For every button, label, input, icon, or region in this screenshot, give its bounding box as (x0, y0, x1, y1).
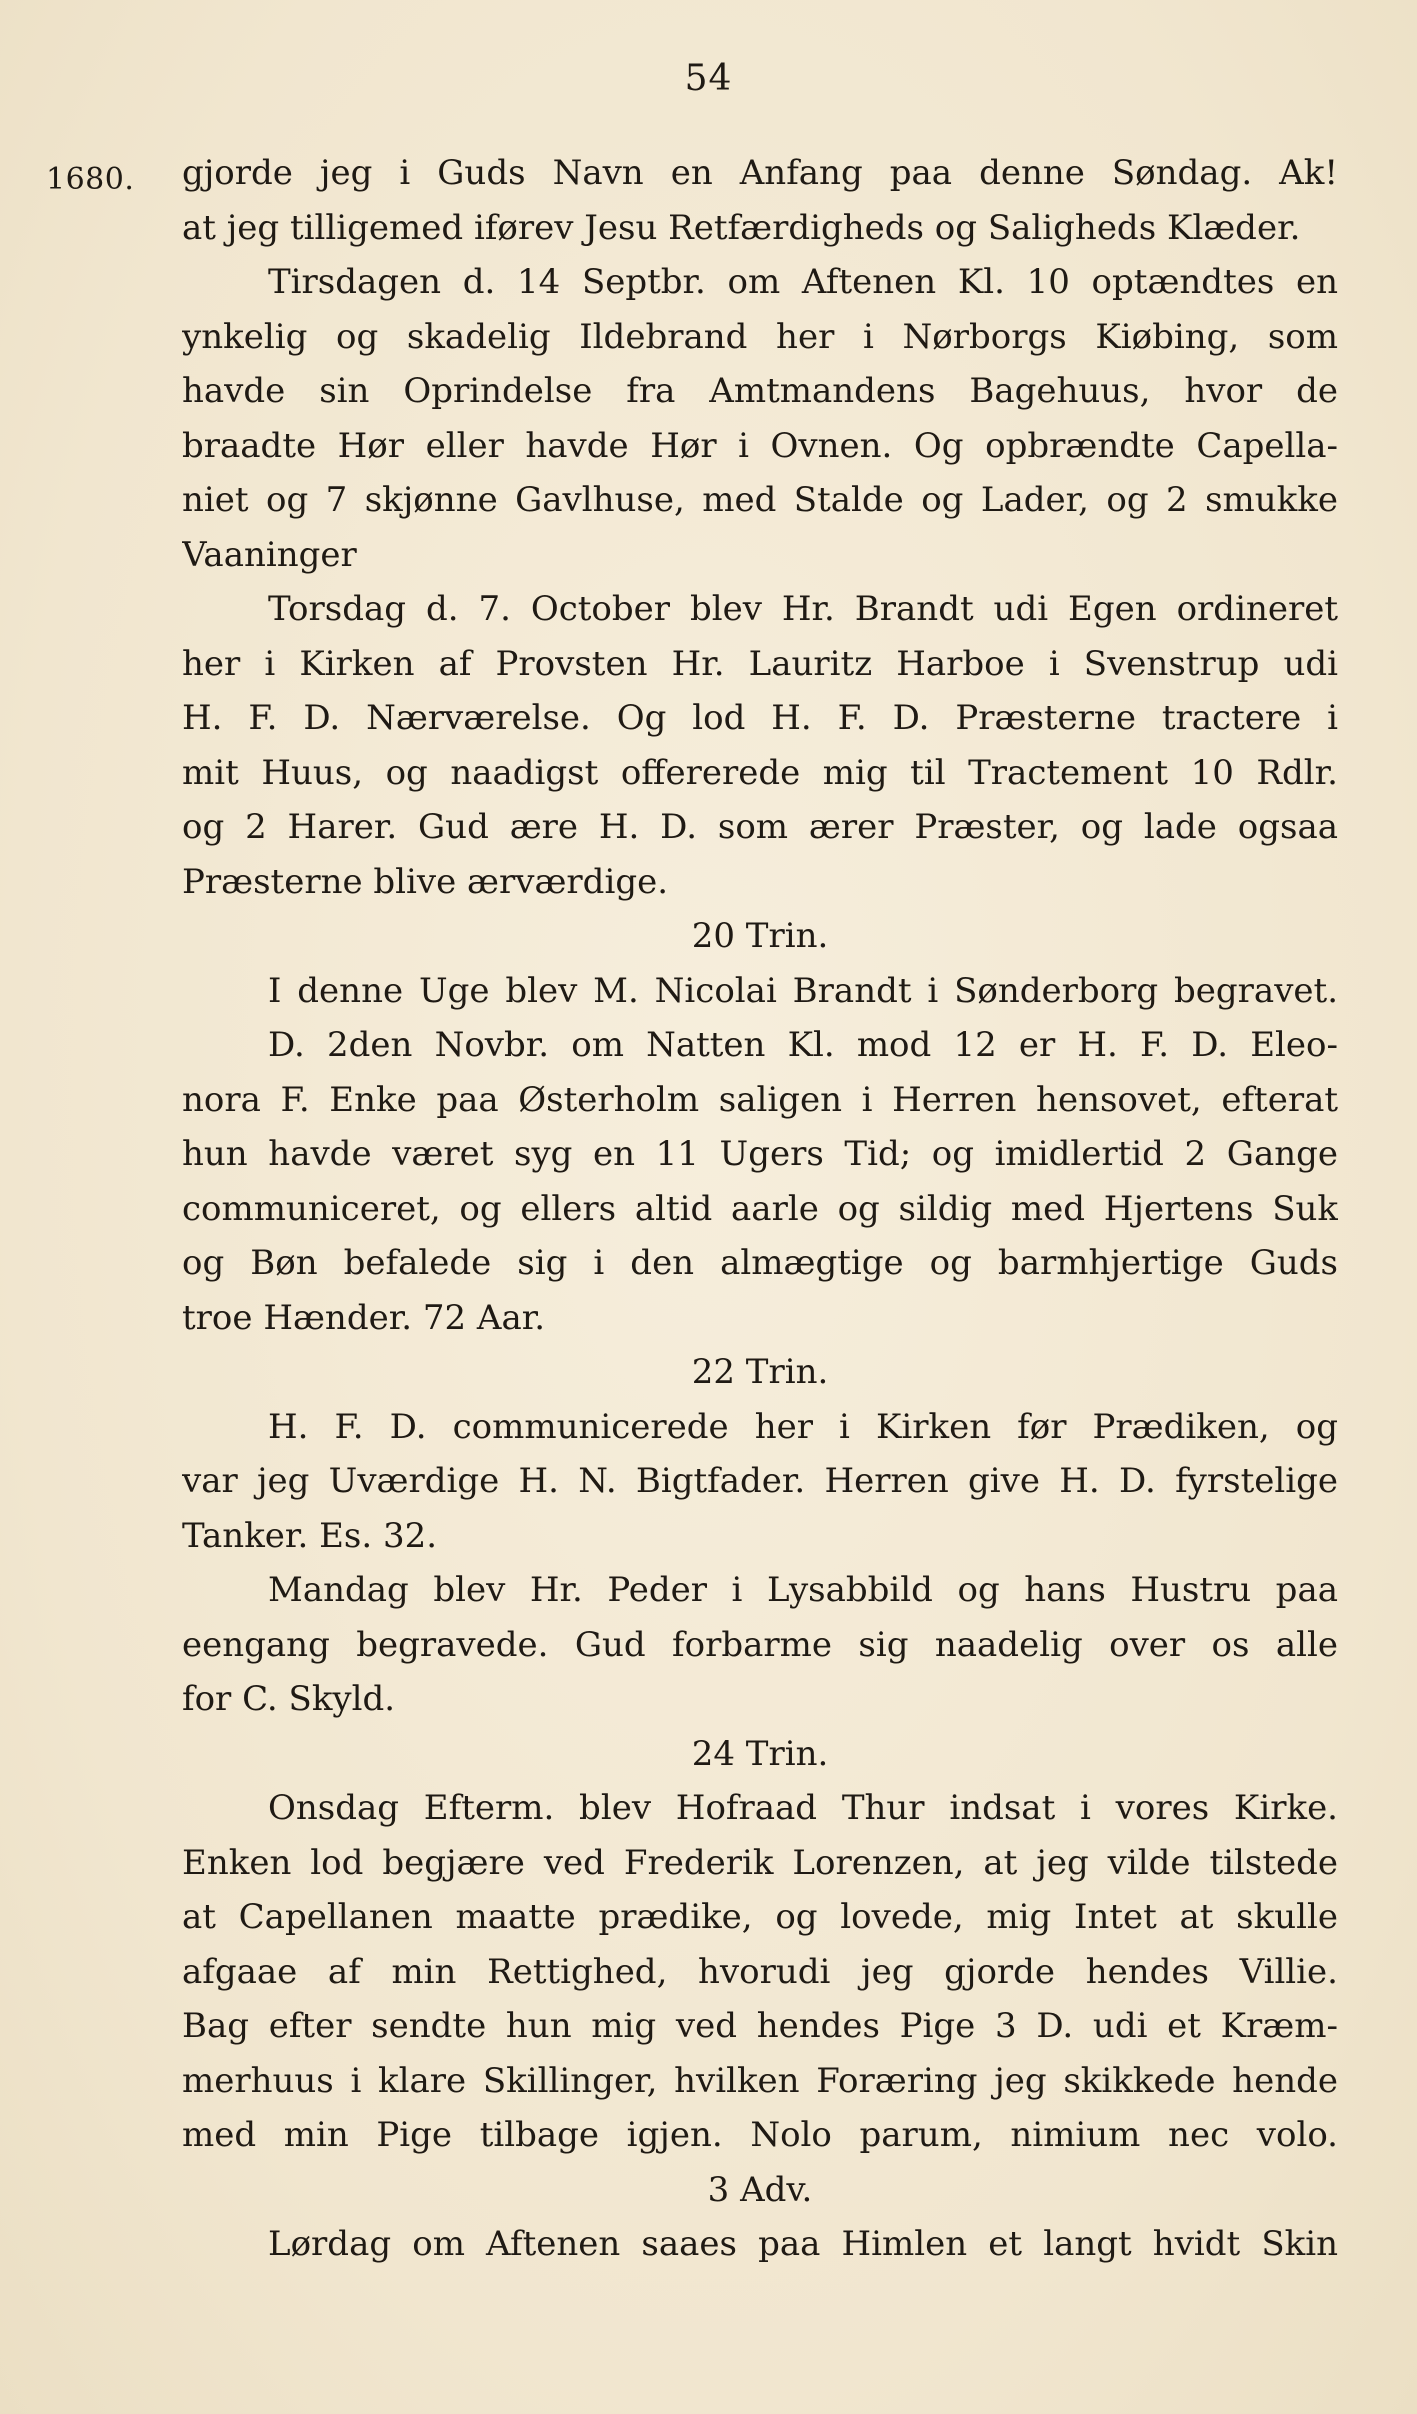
text-line: merhuus i klare Skillinger, hvilken Foræring jeg skikkede hende (182, 2060, 1338, 2101)
text-line: her i Kirken af Provsten Hr. Lauritz Harboe i Svenstrup udi (182, 643, 1338, 684)
text-line: Onsdag Efterm. blev Hofraad Thur indsat i vores Kirke. (268, 1788, 1338, 1828)
page-number: 54 (684, 58, 733, 99)
section-heading: 3 Adv. (707, 2169, 813, 2210)
margin-year: 1680. (46, 162, 135, 197)
text-line: communiceret, og ellers altid aarle og sildig med Hjertens Suk (182, 1188, 1338, 1229)
text-line: Enken lod begjære ved Frederik Lorenzen, at jeg vilde tilstede (182, 1842, 1338, 1883)
text-line: hun havde været syg en 11 Ugers Tid; og imidlertid 2 Gange (182, 1134, 1338, 1174)
text-line: afgaae af min Rettighed, hvorudi jeg gjorde hendes Villie. (182, 1951, 1338, 1992)
text-line: og Bøn befalede sig i den almægtige og barmhjertige Guds (182, 1243, 1338, 1283)
text-line: D. 2den Novbr. om Natten Kl. mod 12 er H. F. D. Eleo- (268, 1025, 1338, 1065)
text-line: nora F. Enke paa Østerholm saligen i Herren hensovet, efterat (182, 1079, 1338, 1120)
text-line: I denne Uge blev M. Nicolai Brandt i Sønderborg begravet. (268, 970, 1338, 1011)
text-line: Tirsdagen d. 14 Septbr. om Aftenen Kl. 10 optændtes en (268, 262, 1338, 302)
text-line: H. F. D. Nærværelse. Og lod H. F. D. Præsterne tractere i (182, 698, 1338, 738)
text-line: H. F. D. communicerede her i Kirken før Prædiken, og (268, 1406, 1338, 1447)
text-line: med min Pige tilbage igjen. Nolo parum, nimium nec volo. (182, 2115, 1338, 2155)
text-line: ynkelig og skadelig Ildebrand her i Nørborgs Kiøbing, som (182, 316, 1338, 357)
text-line: at jeg tilligemed iførev Jesu Retfærdigheds og Saligheds Klæder. (182, 207, 1301, 248)
text-line: for C. Skyld. (182, 1679, 396, 1719)
text-line: Torsdag d. 7. October blev Hr. Brandt udi Egen ordineret (268, 589, 1338, 629)
text-line: havde sin Oprindelse fra Amtmandens Bagehuus, hvor de (182, 371, 1338, 411)
text-line: Præsterne blive ærværdige. (182, 861, 669, 902)
text-line: braadte Hør eller havde Hør i Ovnen. Og opbrændte Capella- (182, 425, 1338, 466)
section-heading: 22 Trin. (691, 1352, 829, 1392)
text-line: Mandag blev Hr. Peder i Lysabbild og hans Hustru paa (268, 1570, 1338, 1610)
text-line: eengang begravede. Gud forbarme sig naadelig over os alle (182, 1624, 1338, 1665)
text-line: Tanker. Es. 32. (182, 1515, 438, 1556)
body-text (182, 146, 1338, 2272)
text-line: Vaaninger (182, 534, 357, 575)
text-line: mit Huus, og naadigst offererede mig til Tractement 10 Rdlr. (182, 752, 1338, 793)
text-line: at Capellanen maatte prædike, og lovede, mig Intet at skulle (182, 1897, 1338, 1937)
section-heading: 24 Trin. (691, 1733, 829, 1774)
section-heading: 20 Trin. (691, 916, 829, 956)
text-line: troe Hænder. 72 Aar. (182, 1297, 546, 1338)
text-line: var jeg Uværdige H. N. Bigtfader. Herren give H. D. fyrstelige (182, 1461, 1338, 1501)
text-line: og 2 Harer. Gud ære H. D. som ærer Præster, og lade ogsaa (182, 807, 1338, 847)
text-line: Bag efter sendte hun mig ved hendes Pige 3 D. udi et Kræm- (182, 2006, 1338, 2046)
text-line: Lørdag om Aftenen saaes paa Himlen et langt hvidt Skin (268, 2224, 1338, 2264)
text-line: gjorde jeg i Guds Navn en Anfang paa denne Søndag. Ak! (182, 153, 1338, 193)
text-line: niet og 7 skjønne Gavlhuse, med Stalde og Lader, og 2 smukke (182, 480, 1338, 520)
